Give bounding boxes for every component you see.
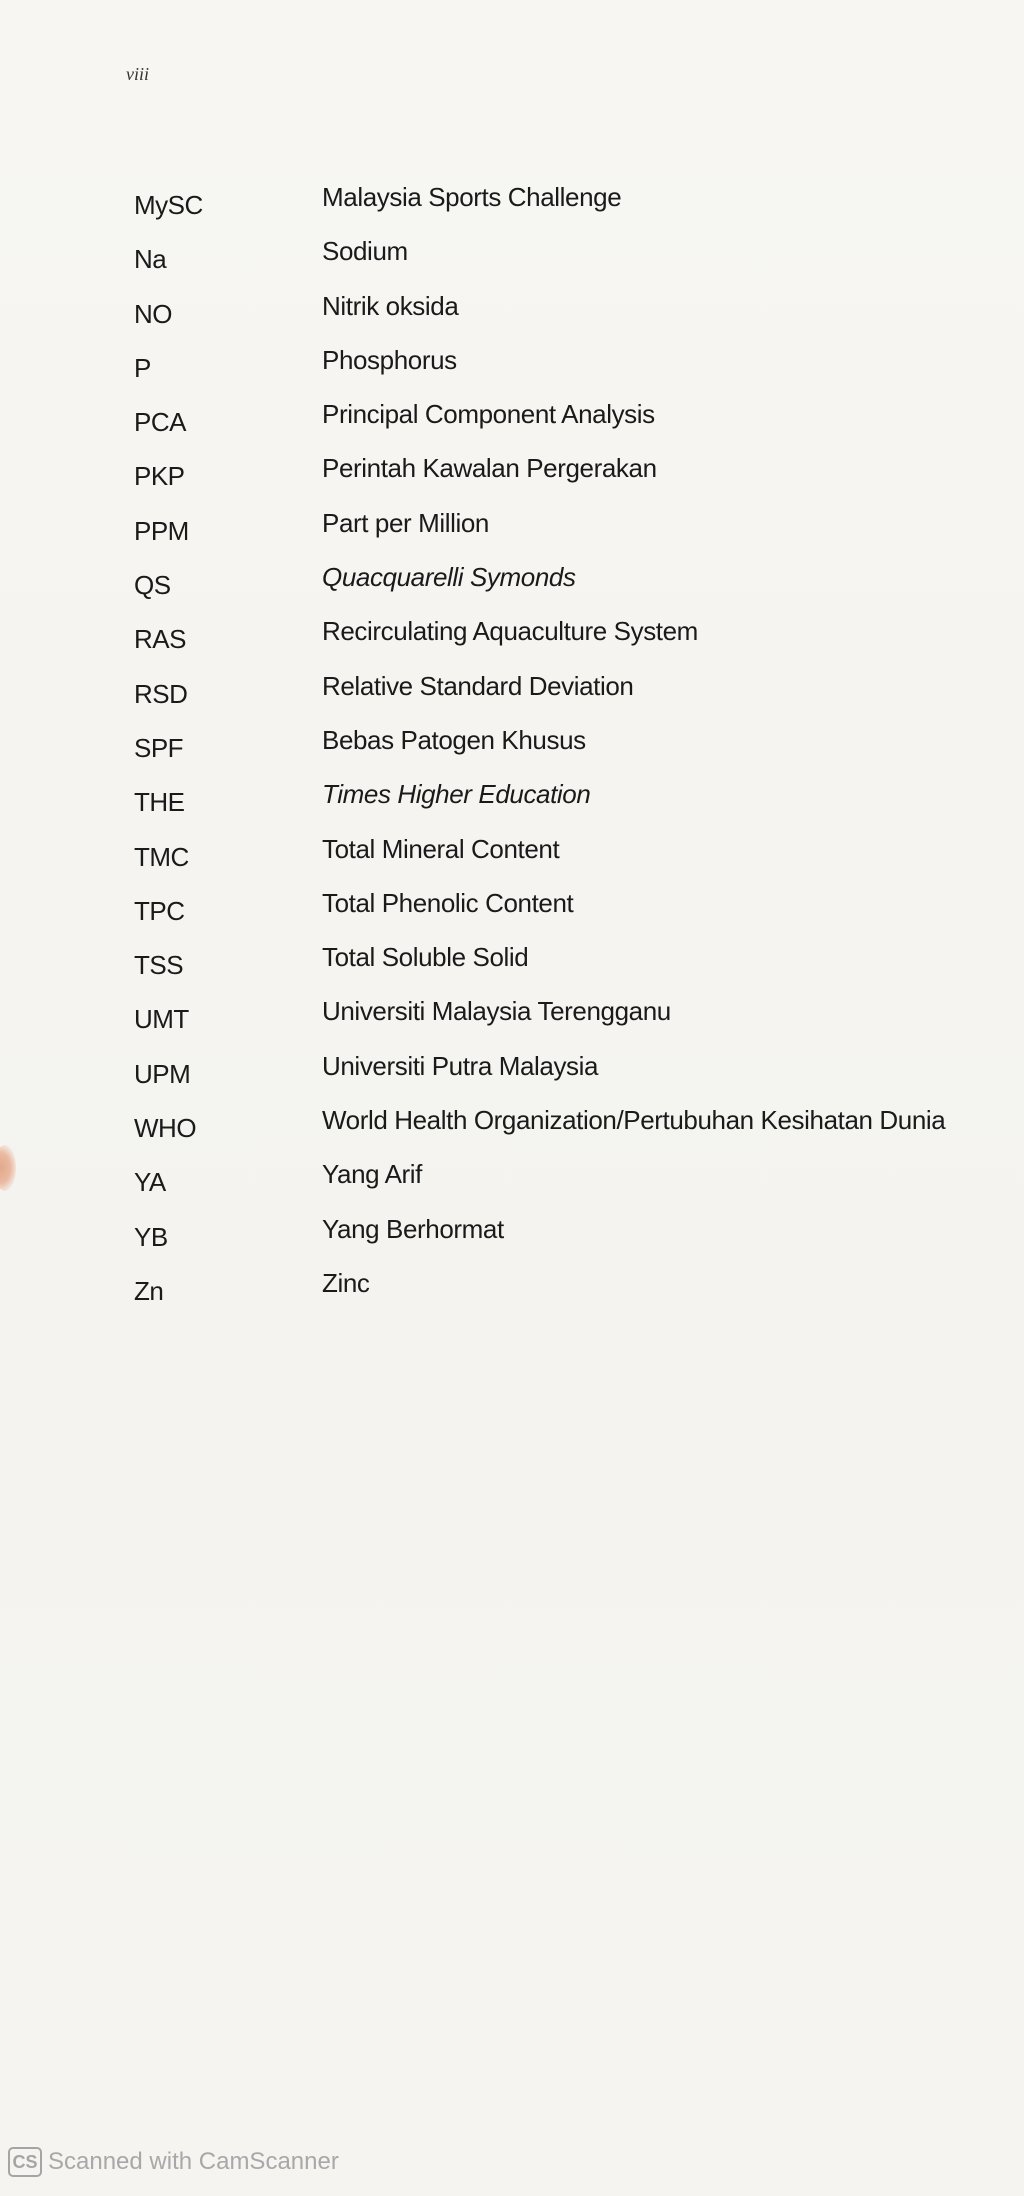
abbreviation-definition: Phosphorus (322, 344, 457, 375)
abbreviation-definition: Total Phenolic Content (322, 887, 574, 918)
abbreviation-row (0, 558, 1024, 612)
abbreviation-row (0, 1047, 1024, 1101)
abbreviation-term: Na (134, 244, 167, 275)
abbreviation-definition: Total Mineral Content (322, 833, 560, 864)
abbreviation-row (0, 1210, 1024, 1264)
abbreviation-row (0, 341, 1024, 395)
abbreviation-row (0, 449, 1024, 503)
abbreviation-term: YB (134, 1221, 168, 1252)
abbreviation-row (0, 395, 1024, 449)
abbreviation-term: QS (134, 570, 171, 601)
abbreviation-row (0, 287, 1024, 341)
abbreviation-definition: Recirculating Aquaculture System (322, 616, 698, 647)
abbreviation-definition: Universiti Malaysia Terengganu (322, 996, 671, 1027)
watermark-text: Scanned with CamScanner (48, 2148, 339, 2175)
abbreviation-definition: Relative Standard Deviation (322, 670, 634, 701)
abbreviation-term: RSD (134, 678, 188, 709)
abbreviation-term: P (134, 352, 151, 383)
abbreviation-row (0, 884, 1024, 938)
abbreviation-definition: Times Higher Education (322, 779, 591, 810)
abbreviation-term: UMT (134, 1004, 189, 1035)
abbreviation-definition: Perintah Kawalan Pergerakan (322, 453, 657, 484)
abbreviation-term: SPF (134, 732, 184, 763)
abbreviation-term: Zn (134, 1275, 164, 1306)
abbreviation-row (0, 992, 1024, 1046)
abbreviation-row (0, 178, 1024, 232)
abbreviation-row (0, 612, 1024, 666)
page-number: viii (126, 64, 149, 84)
abbreviation-definition: Total Soluble Solid (322, 942, 529, 973)
abbreviation-definition: Sodium (322, 236, 408, 267)
abbreviation-row (0, 1155, 1024, 1209)
abbreviation-term: TSS (134, 950, 184, 981)
abbreviation-row (0, 938, 1024, 992)
abbreviation-term: NO (134, 298, 172, 329)
abbreviation-definition: World Health Organization/Pertubuhan Kesihatan Dunia (322, 1105, 946, 1136)
abbreviation-term: TPC (134, 895, 185, 926)
abbreviation-row (0, 830, 1024, 884)
abbreviation-definition: Principal Component Analysis (322, 399, 655, 430)
abbreviation-term: UPM (134, 1058, 191, 1089)
abbreviation-row (0, 775, 1024, 829)
abbreviation-row (0, 504, 1024, 558)
abbreviation-row (0, 667, 1024, 721)
abbreviation-term: RAS (134, 624, 186, 655)
abbreviation-term: PKP (134, 461, 185, 492)
abbreviation-term: MySC (134, 190, 203, 220)
abbreviation-definition: Bebas Patogen Khusus (322, 724, 586, 755)
abbreviation-definition: Yang Arif (322, 1159, 422, 1190)
abbreviation-definition: Quacquarelli Symonds (322, 562, 576, 593)
abbreviation-definition: Yang Berhormat (322, 1213, 504, 1244)
abbreviation-term: YA (134, 1167, 166, 1198)
abbreviation-row (0, 1264, 1024, 1318)
abbreviation-definition: Part per Million (322, 507, 489, 538)
abbreviation-row (0, 1101, 1024, 1155)
abbreviation-term: WHO (134, 1113, 197, 1144)
abbreviation-definition: Universiti Putra Malaysia (322, 1050, 599, 1081)
camscanner-logo-icon: CS (8, 2147, 42, 2177)
abbreviation-term: TMC (134, 841, 189, 872)
camscanner-watermark (8, 2147, 339, 2177)
abbreviation-definition: Zinc (322, 1267, 370, 1298)
abbreviation-term: THE (134, 787, 185, 818)
abbreviation-list (0, 178, 1024, 1318)
abbreviation-row (0, 721, 1024, 775)
abbreviation-term: PPM (134, 515, 189, 546)
abbreviation-row (0, 232, 1024, 286)
abbreviation-term: PCA (134, 407, 186, 438)
abbreviation-definition: Nitrik oksida (322, 290, 459, 321)
abbreviation-definition: Malaysia Sports Challenge (322, 182, 622, 212)
